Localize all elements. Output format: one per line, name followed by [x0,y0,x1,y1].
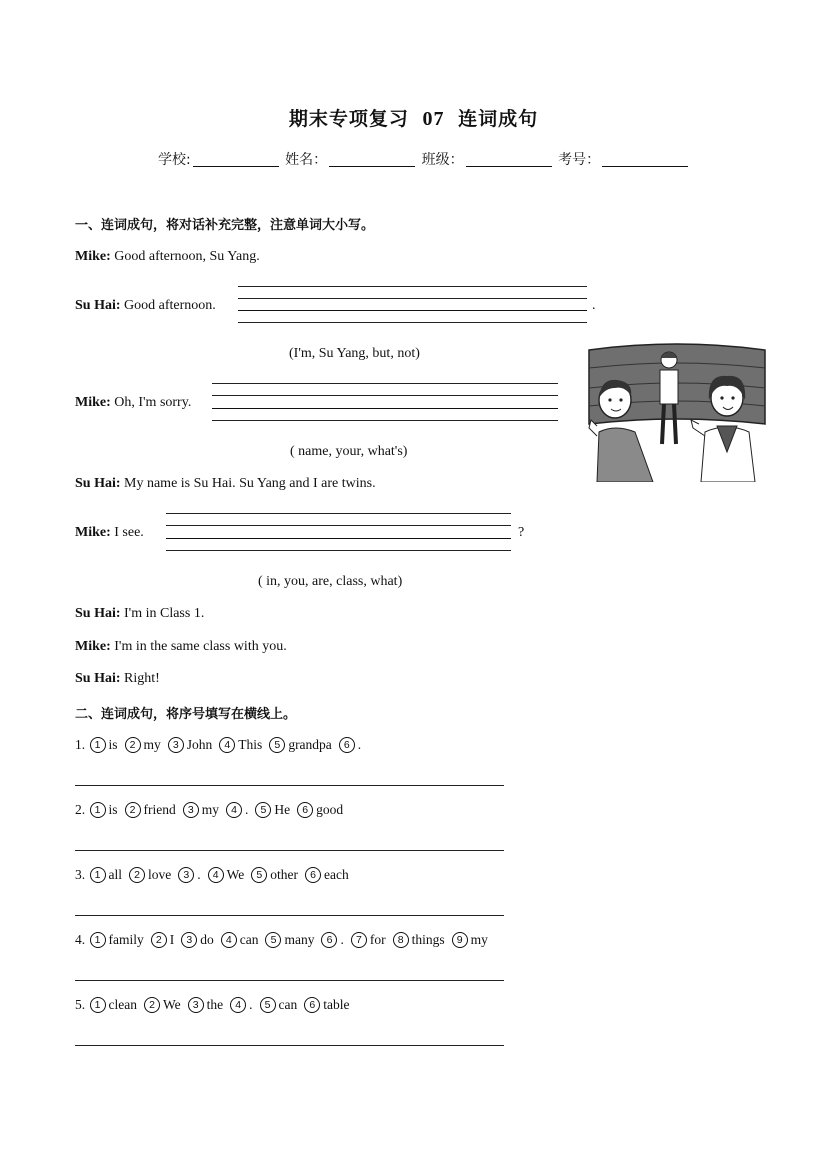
dialogue-text: Right! [124,671,160,686]
option-word: my [470,932,488,947]
speaker: Mike: [75,525,111,540]
writing-line [166,513,511,514]
dialogue-line [75,395,191,411]
option-word: many [284,932,315,947]
option-number-circle: 1 [90,932,106,948]
option-word: grandpa [288,737,332,752]
option-number-circle: 8 [393,932,409,948]
dialogue-text: Good afternoon. [124,298,216,313]
dialogue-text: Good afternoon, Su Yang. [114,249,260,264]
question-row [75,867,355,883]
option-number-circle: 6 [304,997,320,1013]
option-number-circle: 5 [251,867,267,883]
option-number-circle: 1 [90,737,106,753]
option-number-circle: 2 [144,997,160,1013]
dialogue-line [75,476,376,492]
question-number: 4. [75,932,89,947]
question-row [75,997,356,1013]
writing-baseline[interactable] [166,538,511,539]
option-number-circle: 4 [226,802,242,818]
option-word: This [238,737,263,752]
exam-number-label: 考号： [558,152,601,168]
option-word: family [108,932,144,947]
option-word: each [324,867,349,882]
option-word: can [239,932,259,947]
word-hint: (I'm, Su Yang, but, not) [289,346,420,361]
answer-line[interactable] [75,850,504,851]
option-number-circle: 6 [339,737,355,753]
option-number-circle: 5 [260,997,276,1013]
option-number-circle: 7 [351,932,367,948]
option-word: John [186,737,213,752]
writing-line [212,420,558,421]
speaker: Mike: [75,249,111,264]
dialogue-line [75,298,216,314]
option-word: can [278,997,298,1012]
option-number-circle: 5 [255,802,271,818]
section2-heading: 二、连词成句，将序号填写在横线上。 [75,707,297,722]
section1-heading: 一、连词成句，将对话补充完整，注意单词大小写。 [75,218,375,233]
classroom-children-illustration [587,340,767,482]
option-number-circle: 4 [230,997,246,1013]
speaker: Su Hai: [75,476,121,491]
speaker: Su Hai: [75,606,121,621]
answer-line[interactable] [75,980,504,981]
dialogue-line [75,639,287,655]
option-number-circle: 3 [168,737,184,753]
option-word: things [411,932,445,947]
option-number-circle: 3 [188,997,204,1013]
option-number-circle: 2 [151,932,167,948]
question-number: 1. [75,737,89,752]
option-word: He [274,802,291,817]
option-word: clean [108,997,137,1012]
option-word: my [143,737,161,752]
option-word: . [245,802,249,817]
option-number-circle: 3 [178,867,194,883]
answer-line[interactable] [75,915,504,916]
question-number: 5. [75,997,89,1012]
writing-line [238,298,587,299]
dialogue-text: I see. [114,525,144,540]
option-word: . [249,997,253,1012]
option-word: all [108,867,122,882]
title-right: 连词成句 [458,108,539,130]
writing-baseline[interactable] [238,310,587,311]
speaker: Su Hai: [75,298,121,313]
writing-line [238,322,587,323]
speaker: Mike: [75,395,111,410]
class-field[interactable] [466,152,552,167]
title-left: 期末专项复习 [288,108,409,130]
option-word: We [226,867,245,882]
option-number-circle: 3 [183,802,199,818]
question-number: 3. [75,867,89,882]
option-number-circle: 1 [90,802,106,818]
dialogue-text: My name is Su Hai. Su Yang and I are twins. [124,476,376,491]
option-number-circle: 4 [221,932,237,948]
school-field[interactable] [193,152,279,167]
sentence-end-question: ? [518,525,525,540]
word-hint: ( name, your, what's) [290,444,408,459]
writing-baseline[interactable] [212,408,558,409]
dialogue-line [75,606,204,622]
option-word: . [340,932,344,947]
option-word: is [108,802,118,817]
option-number-circle: 6 [305,867,321,883]
question-row [75,932,494,948]
option-number-circle: 1 [90,867,106,883]
name-label: 姓名： [285,152,328,168]
option-word: table [323,997,350,1012]
option-number-circle: 5 [269,737,285,753]
dialogue-line [75,671,160,687]
school-label: 学校: [158,152,191,168]
option-word: . [197,867,201,882]
option-number-circle: 4 [208,867,224,883]
student-info-row [158,149,690,169]
option-word: the [206,997,224,1012]
question-number: 2. [75,802,89,817]
name-field[interactable] [329,152,415,167]
option-word: I [169,932,175,947]
option-word: We [162,997,181,1012]
option-number-circle: 5 [265,932,281,948]
option-word: my [201,802,220,817]
speaker: Su Hai: [75,671,121,686]
dialogue-text: Oh, I'm sorry. [114,395,192,410]
option-number-circle: 2 [125,737,141,753]
option-number-circle: 3 [181,932,197,948]
option-word: for [369,932,386,947]
option-word: love [148,867,172,882]
dialogue-line [75,525,144,541]
dialogue-text: I'm in the same class with you. [114,639,287,654]
writing-line [238,286,587,287]
class-label: 班级： [421,152,464,168]
option-word: is [108,737,118,752]
speaker: Mike: [75,639,111,654]
dialogue-line [75,249,260,265]
option-number-circle: 4 [219,737,235,753]
question-row [75,737,367,753]
page-title [0,104,827,131]
dialogue-text: I'm in Class 1. [124,606,205,621]
word-hint: ( in, you, are, class, what) [258,574,403,589]
answer-line[interactable] [75,785,504,786]
writing-line [212,395,558,396]
option-word: good [316,802,344,817]
writing-line [212,383,558,384]
answer-line[interactable] [75,1045,504,1046]
option-number-circle: 6 [297,802,313,818]
option-number-circle: 9 [452,932,468,948]
option-word: other [270,867,299,882]
question-row [75,802,349,818]
option-word: do [200,932,214,947]
option-word: . [357,737,362,752]
writing-line [166,550,511,551]
option-word: friend [143,802,176,817]
option-number-circle: 2 [129,867,145,883]
title-number: 07 [422,108,445,130]
option-number-circle: 2 [125,802,141,818]
option-number-circle: 1 [90,997,106,1013]
exam-number-field[interactable] [602,152,688,167]
option-number-circle: 6 [321,932,337,948]
writing-line [166,525,511,526]
sentence-end-period: . [592,298,596,313]
